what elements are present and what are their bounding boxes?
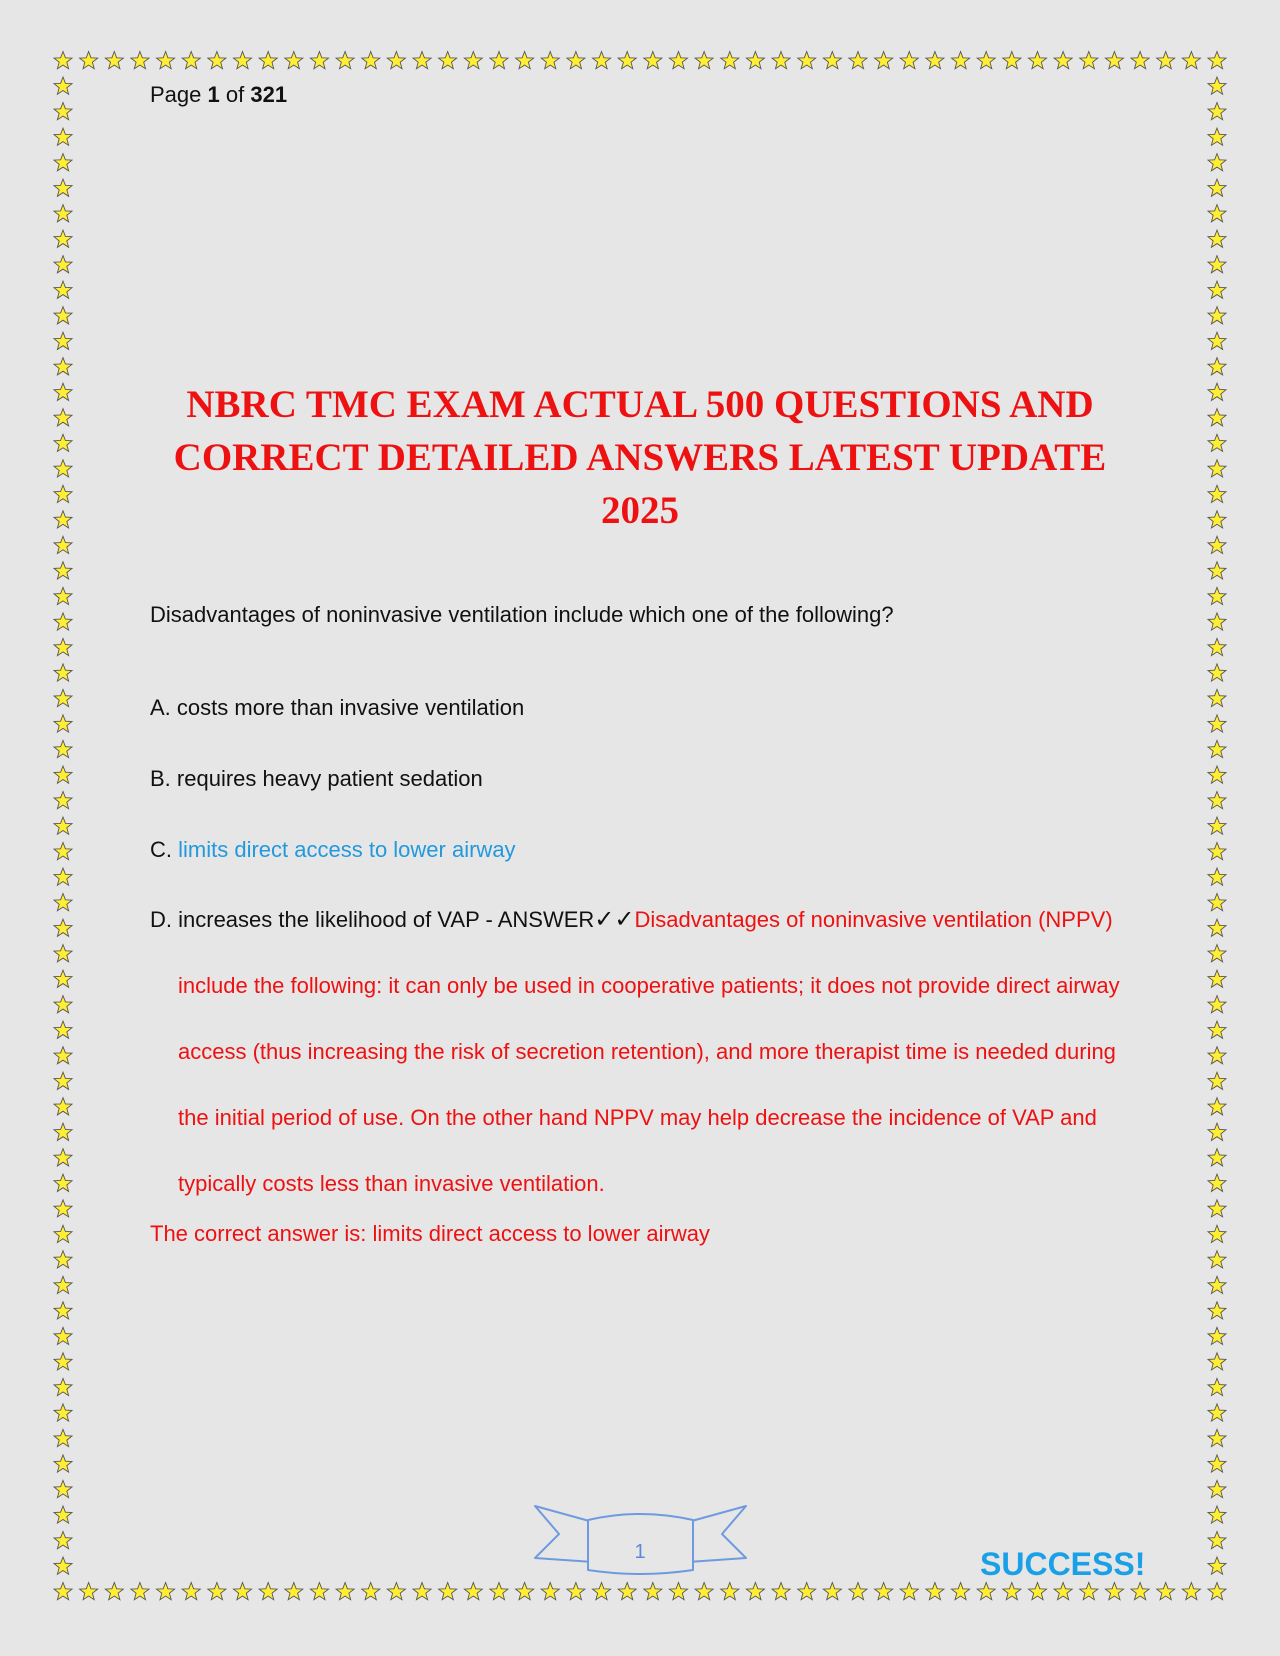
border-star-icon — [746, 1583, 764, 1600]
border-star-icon — [1208, 1098, 1226, 1115]
border-star-icon — [1080, 52, 1098, 69]
border-star-icon — [1208, 1353, 1226, 1370]
option-d-text: increases the likelihood of VAP - ANSWER — [178, 907, 595, 932]
border-star-icon — [1157, 52, 1175, 69]
border-star-icon — [54, 1200, 72, 1217]
border-star-icon — [1208, 689, 1226, 706]
border-star-icon — [1208, 562, 1226, 579]
border-star-icon — [926, 1583, 944, 1600]
border-star-icon — [54, 1302, 72, 1319]
border-star-icon — [1208, 1302, 1226, 1319]
border-star-icon — [1208, 1276, 1226, 1293]
border-star-icon — [849, 52, 867, 69]
border-star-icon — [54, 1072, 72, 1089]
border-star-icon — [926, 52, 944, 69]
border-star-icon — [1208, 1149, 1226, 1166]
border-star-icon — [54, 1047, 72, 1064]
question-block — [150, 602, 1140, 1247]
border-star-icon — [1208, 638, 1226, 655]
option-b — [150, 743, 1140, 814]
border-star-icon — [1208, 740, 1226, 757]
border-star-icon — [54, 1532, 72, 1549]
border-star-icon — [105, 52, 123, 69]
border-star-icon — [1208, 664, 1226, 681]
border-star-icon — [413, 1583, 431, 1600]
border-star-icon — [54, 383, 72, 400]
page-of: of — [225, 82, 245, 107]
border-star-icon — [54, 587, 72, 604]
border-star-icon — [80, 1583, 98, 1600]
border-star-icon — [54, 1123, 72, 1140]
border-star-icon — [1208, 1123, 1226, 1140]
option-c-text: limits direct access to lower airway — [178, 836, 516, 862]
border-star-icon — [1208, 511, 1226, 528]
page-counter — [150, 82, 287, 108]
border-star-icon — [336, 52, 354, 69]
border-star-icon — [1208, 945, 1226, 962]
border-star-icon — [1208, 1021, 1226, 1038]
border-star-icon — [285, 52, 303, 69]
border-star-icon — [54, 715, 72, 732]
border-star-icon — [54, 205, 72, 222]
border-star-icon — [80, 52, 98, 69]
border-star-icon — [54, 740, 72, 757]
border-star-icon — [1080, 1583, 1098, 1600]
border-star-icon — [1208, 1480, 1226, 1497]
border-star-icon — [1208, 868, 1226, 885]
border-star-icon — [541, 1583, 559, 1600]
border-star-icon — [1208, 460, 1226, 477]
title-line-1: NBRC TMC EXAM ACTUAL 500 QUESTIONS AND — [186, 383, 1094, 426]
border-star-icon — [490, 1583, 508, 1600]
border-star-icon — [54, 1378, 72, 1395]
border-star-icon — [977, 1583, 995, 1600]
border-star-icon — [1208, 792, 1226, 809]
border-star-icon — [849, 1583, 867, 1600]
border-star-icon — [1208, 1072, 1226, 1089]
border-star-icon — [54, 945, 72, 962]
border-star-icon — [362, 52, 380, 69]
option-a-text: costs more than invasive ventilation — [176, 694, 525, 720]
border-star-icon — [259, 52, 277, 69]
border-star-icon — [54, 434, 72, 451]
border-star-icon — [387, 1583, 405, 1600]
border-star-icon — [1208, 103, 1226, 120]
border-star-icon — [1208, 332, 1226, 349]
border-star-icon — [54, 817, 72, 834]
border-star-icon — [54, 460, 72, 477]
border-star-icon — [618, 52, 636, 69]
border-star-icon — [54, 1251, 72, 1268]
border-star-icon — [1208, 1225, 1226, 1242]
border-star-icon — [54, 1404, 72, 1421]
border-star-icon — [798, 52, 816, 69]
border-star-icon — [1105, 1583, 1123, 1600]
border-star-icon — [1208, 1455, 1226, 1472]
border-star-icon — [1208, 256, 1226, 273]
border-star-icon — [1208, 1429, 1226, 1446]
option-c — [150, 814, 1140, 885]
border-star-icon — [541, 52, 559, 69]
border-star-icon — [234, 52, 252, 69]
page-total: 321 — [250, 82, 288, 107]
border-star-icon — [105, 1583, 123, 1600]
page-prefix: Page — [150, 82, 202, 107]
border-star-icon — [54, 1557, 72, 1574]
border-star-icon — [54, 1276, 72, 1293]
border-star-icon — [54, 307, 72, 324]
border-star-icon — [54, 638, 72, 655]
border-star-icon — [54, 52, 72, 69]
border-star-icon — [54, 1455, 72, 1472]
border-star-icon — [54, 1327, 72, 1344]
border-star-icon — [746, 52, 764, 69]
border-star-icon — [1208, 1532, 1226, 1549]
border-star-icon — [952, 52, 970, 69]
option-d-letter: D. — [150, 907, 172, 932]
border-star-icon — [439, 52, 457, 69]
border-star-icon — [54, 281, 72, 298]
border-star-icon — [721, 52, 739, 69]
success-badge: SUCCESS! — [980, 1546, 1146, 1582]
border-star-icon — [1054, 1583, 1072, 1600]
border-star-icon — [952, 1583, 970, 1600]
border-star-icon — [54, 562, 72, 579]
border-star-icon — [54, 485, 72, 502]
border-star-icon — [1208, 613, 1226, 630]
border-star-icon — [516, 1583, 534, 1600]
border-star-icon — [695, 52, 713, 69]
border-star-icon — [1208, 179, 1226, 196]
border-star-icon — [54, 996, 72, 1013]
border-star-icon — [1182, 52, 1200, 69]
border-star-icon — [875, 1583, 893, 1600]
border-star-icon — [54, 1174, 72, 1191]
border-star-icon — [1208, 52, 1226, 69]
border-star-icon — [490, 52, 508, 69]
border-star-icon — [208, 1583, 226, 1600]
title-line-2: CORRECT DETAILED ANSWERS LATEST UPDATE — [173, 436, 1107, 479]
border-star-icon — [567, 1583, 585, 1600]
border-star-icon — [54, 1149, 72, 1166]
border-star-icon — [1208, 843, 1226, 860]
border-star-icon — [1208, 1506, 1226, 1523]
border-star-icon — [772, 52, 790, 69]
border-star-icon — [259, 1583, 277, 1600]
border-star-icon — [900, 52, 918, 69]
border-star-icon — [1208, 817, 1226, 834]
question-text: Disadvantages of noninvasive ventilation include which one of the following? — [150, 602, 894, 627]
border-star-icon — [310, 1583, 328, 1600]
border-star-icon — [54, 894, 72, 911]
border-star-icon — [157, 52, 175, 69]
border-star-icon — [54, 919, 72, 936]
border-star-icon — [54, 1506, 72, 1523]
border-star-icon — [1131, 52, 1149, 69]
border-star-icon — [798, 1583, 816, 1600]
title-line-3: 2025 — [601, 489, 679, 532]
border-star-icon — [567, 52, 585, 69]
border-star-icon — [695, 1583, 713, 1600]
ribbon-banner-icon — [533, 1504, 748, 1576]
option-d-with-explanation — [150, 887, 1140, 1217]
border-star-icon — [54, 77, 72, 94]
border-star-icon — [54, 536, 72, 553]
border-star-icon — [157, 1583, 175, 1600]
border-star-icon — [54, 511, 72, 528]
border-star-icon — [1208, 1557, 1226, 1574]
border-star-icon — [669, 1583, 687, 1600]
border-star-icon — [54, 970, 72, 987]
border-star-icon — [54, 256, 72, 273]
border-star-icon — [1208, 358, 1226, 375]
option-a-letter: A. — [150, 694, 171, 720]
border-star-icon — [1029, 1583, 1047, 1600]
border-star-icon — [182, 52, 200, 69]
border-star-icon — [1208, 485, 1226, 502]
border-star-icon — [1208, 587, 1226, 604]
border-star-icon — [1208, 1327, 1226, 1344]
border-star-icon — [618, 1583, 636, 1600]
border-star-icon — [54, 1429, 72, 1446]
border-star-icon — [1208, 230, 1226, 247]
border-star-icon — [336, 1583, 354, 1600]
border-star-icon — [1208, 1174, 1226, 1191]
border-star-icon — [54, 332, 72, 349]
border-star-icon — [1208, 536, 1226, 553]
border-star-icon — [54, 230, 72, 247]
border-star-icon — [593, 52, 611, 69]
border-star-icon — [1208, 409, 1226, 426]
border-star-icon — [900, 1583, 918, 1600]
border-star-icon — [1208, 894, 1226, 911]
border-star-icon — [54, 868, 72, 885]
border-star-icon — [977, 52, 995, 69]
border-star-icon — [464, 1583, 482, 1600]
border-star-icon — [644, 1583, 662, 1600]
border-star-icon — [1182, 1583, 1200, 1600]
border-star-icon — [285, 1583, 303, 1600]
border-star-icon — [1208, 154, 1226, 171]
border-star-icon — [823, 1583, 841, 1600]
border-star-icon — [54, 409, 72, 426]
border-star-icon — [1208, 281, 1226, 298]
border-star-icon — [1208, 1404, 1226, 1421]
border-star-icon — [669, 52, 687, 69]
border-star-icon — [1105, 52, 1123, 69]
border-star-icon — [54, 1353, 72, 1370]
answer-explanation: Disadvantages of noninvasive ventilation (NPPV) include the following: it can only be used in cooperative patients; it does not provide direct airway access (thus increasing the risk of secretion retention), and more therapist time is needed during the initial period of use. On the other hand NPPV may help decrease the incidence of VAP and typically costs less than invasive ventilation. — [178, 907, 1120, 1196]
option-a — [150, 672, 1140, 743]
border-star-icon — [54, 358, 72, 375]
border-star-icon — [1208, 970, 1226, 987]
border-star-icon — [387, 52, 405, 69]
border-star-icon — [1054, 52, 1072, 69]
border-star-icon — [54, 766, 72, 783]
border-star-icon — [1131, 1583, 1149, 1600]
border-star-icon — [234, 1583, 252, 1600]
border-star-icon — [464, 52, 482, 69]
border-star-icon — [644, 52, 662, 69]
checkmark-icon: ✓✓ — [594, 906, 635, 933]
border-star-icon — [54, 1225, 72, 1242]
border-star-icon — [131, 52, 149, 69]
border-star-icon — [1208, 128, 1226, 145]
border-star-icon — [208, 52, 226, 69]
border-star-icon — [593, 1583, 611, 1600]
option-c-letter: C. — [150, 836, 172, 862]
border-star-icon — [54, 1098, 72, 1115]
border-star-icon — [875, 52, 893, 69]
border-star-icon — [1208, 715, 1226, 732]
border-star-icon — [1208, 434, 1226, 451]
border-star-icon — [439, 1583, 457, 1600]
border-star-icon — [1208, 1047, 1226, 1064]
border-star-icon — [1003, 52, 1021, 69]
border-star-icon — [131, 1583, 149, 1600]
border-star-icon — [54, 843, 72, 860]
option-b-letter: B. — [150, 765, 171, 791]
border-star-icon — [1157, 1583, 1175, 1600]
option-b-text: requires heavy patient sedation — [176, 765, 483, 791]
border-star-icon — [1029, 52, 1047, 69]
border-star-icon — [54, 613, 72, 630]
border-star-icon — [1208, 307, 1226, 324]
border-star-icon — [54, 1480, 72, 1497]
border-star-icon — [1208, 205, 1226, 222]
border-star-icon — [54, 689, 72, 706]
border-star-icon — [54, 179, 72, 196]
border-star-icon — [1208, 77, 1226, 94]
border-star-icon — [54, 103, 72, 120]
footer-page-number: 1 — [634, 1541, 646, 1563]
border-star-icon — [182, 1583, 200, 1600]
border-star-icon — [1208, 1251, 1226, 1268]
border-star-icon — [1208, 919, 1226, 936]
border-star-icon — [1208, 383, 1226, 400]
border-star-icon — [1208, 1583, 1226, 1600]
border-star-icon — [823, 52, 841, 69]
border-star-icon — [54, 792, 72, 809]
border-star-icon — [413, 52, 431, 69]
border-star-icon — [1208, 1200, 1226, 1217]
border-star-icon — [1208, 996, 1226, 1013]
border-star-icon — [54, 1583, 72, 1600]
border-star-icon — [362, 1583, 380, 1600]
border-star-icon — [1208, 1378, 1226, 1395]
border-star-icon — [772, 1583, 790, 1600]
border-star-icon — [516, 52, 534, 69]
border-star-icon — [54, 1021, 72, 1038]
border-star-icon — [54, 128, 72, 145]
border-star-icon — [54, 664, 72, 681]
page-current: 1 — [207, 82, 220, 107]
document-title — [150, 378, 1130, 537]
border-star-icon — [310, 52, 328, 69]
border-star-icon — [54, 154, 72, 171]
border-star-icon — [1003, 1583, 1021, 1600]
border-star-icon — [1208, 766, 1226, 783]
border-star-icon — [721, 1583, 739, 1600]
correct-answer: The correct answer is: limits direct access to lower airway — [150, 1221, 710, 1246]
